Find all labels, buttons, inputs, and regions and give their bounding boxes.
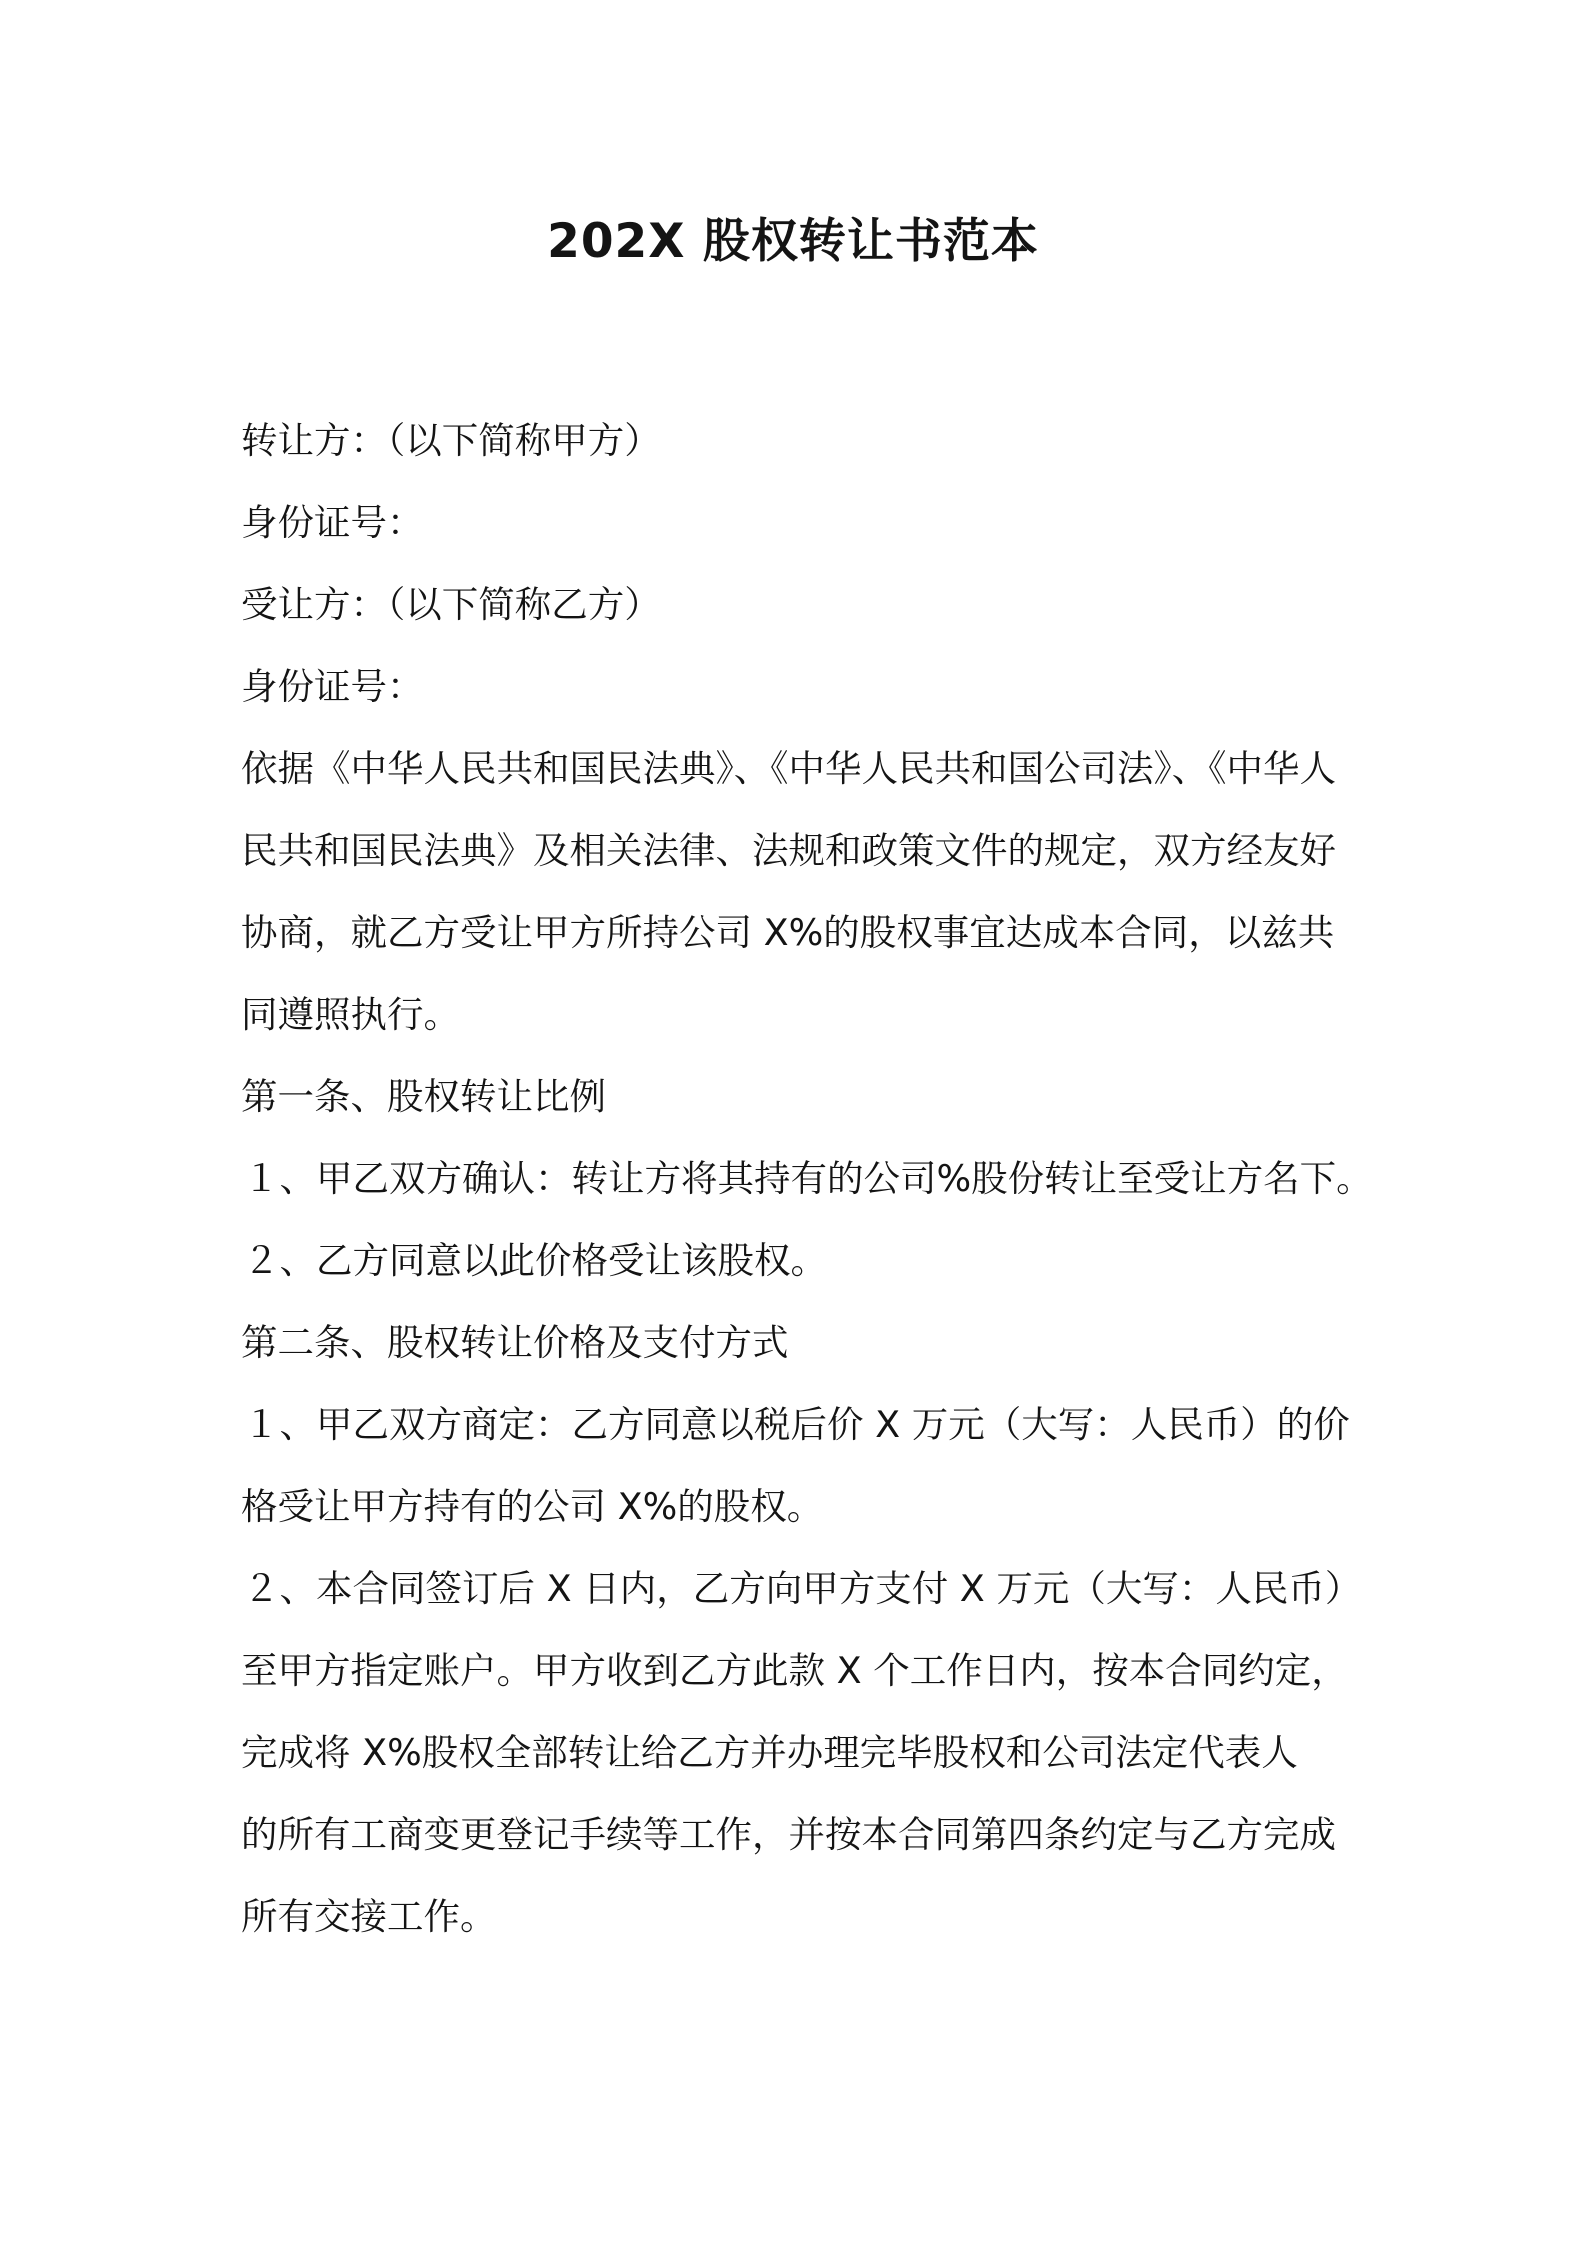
document-body	[241, 400, 1373, 1958]
preamble-line-4: 同遵照执行。	[241, 993, 460, 1036]
article-1-heading: 第一条、股权转让比例	[241, 1075, 606, 1118]
preamble-line-3: 协商，就乙方受让甲方所持公司 X%的股权事宜达成本合同，以兹共	[241, 911, 1335, 954]
preamble-line-2: 民共和国民法典》及相关法律、法规和政策文件的规定，双方经友好	[241, 829, 1336, 872]
article-2-clause-2-line-5: 所有交接工作。	[241, 1895, 497, 1938]
article-2-clause-1-line-1: １、甲乙双方商定：乙方同意以税后价 X 万元（大写：人民币）的价	[243, 1403, 1350, 1446]
article-2-clause-2-line-1: ２、本合同签订后 X 日内，乙方向甲方支付 X 万元（大写：人民币）	[243, 1567, 1362, 1610]
article-1-clause-1: １、甲乙双方确认：转让方将其持有的公司%股份转让至受让方名下。	[243, 1157, 1373, 1200]
article-2-clause-2-line-4: 的所有工商变更登记手续等工作，并按本合同第四条约定与乙方完成	[241, 1813, 1336, 1856]
article-2-clause-1-line-2: 格受让甲方持有的公司 X%的股权。	[241, 1485, 824, 1528]
transferor-line: 转让方：（以下简称甲方）	[241, 419, 661, 462]
article-1-clause-2: ２、乙方同意以此价格受让该股权。	[243, 1239, 827, 1282]
preamble-line-1: 依据《中华人民共和国民法典》、《中华人民共和国公司法》、《中华人	[241, 747, 1336, 790]
article-2-heading: 第二条、股权转让价格及支付方式	[241, 1321, 789, 1364]
article-2-clause-2-line-3: 完成将 X%股权全部转让给乙方并办理完毕股权和公司法定代表人	[241, 1731, 1298, 1774]
transferee-line: 受让方：（以下简称乙方）	[241, 583, 661, 626]
document-title: 202X 股权转让书范本	[547, 214, 1039, 269]
transferee-id-line: 身份证号：	[241, 665, 424, 708]
article-2-clause-2-line-2: 至甲方指定账户。甲方收到乙方此款 X 个工作日内，按本合同约定，	[241, 1649, 1348, 1692]
transferor-id-line: 身份证号：	[241, 501, 424, 544]
